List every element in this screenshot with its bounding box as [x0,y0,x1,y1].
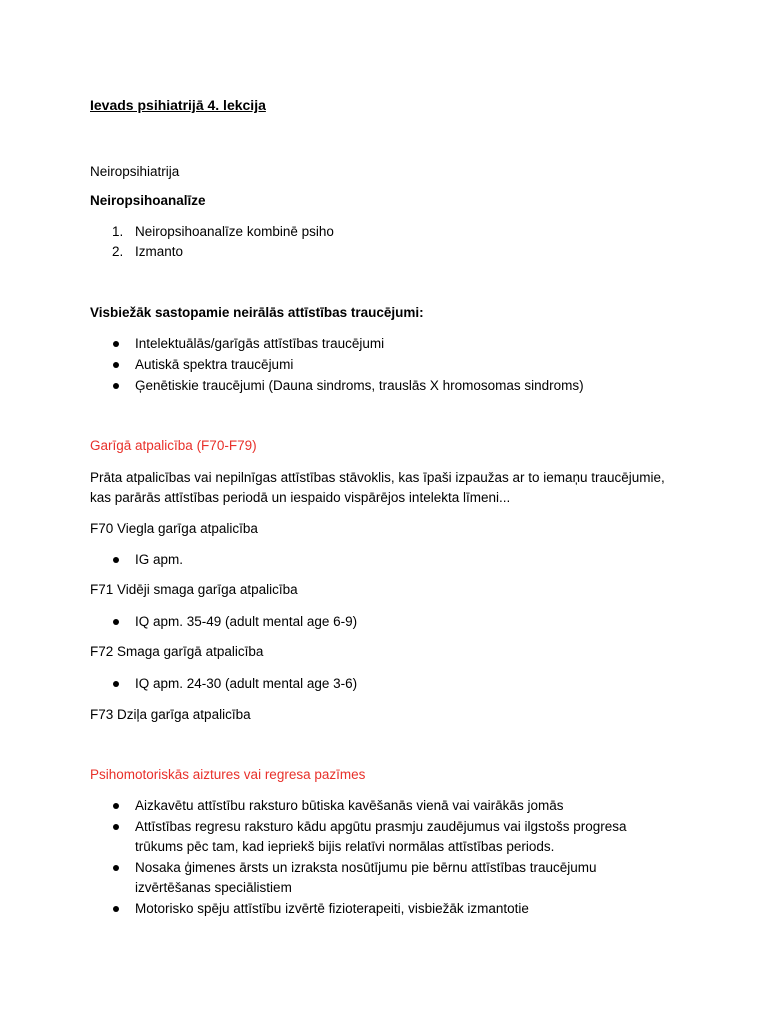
bullet-icon [113,906,119,912]
list-item-text: Nosaka ģimenes ārsts un izraksta nosūtījumu pie bērnu attīstības traucējumu izvērtēšanas speciālistiem [135,860,597,895]
list-item-text: Attīstības regresu raksturo kādu apgūtu prasmju zaudējumus vai ilgstošs progresa trūkums pēc tam, kad iepriekš bijis relatīvi normālas attīstības periods. [135,819,627,854]
bullet-icon [113,557,119,563]
list-item-text: Izmanto [135,244,184,259]
list-item-text: Aizkavētu attīstību raksturo būtiska kavēšanās vienā vai vairākās jomās [135,798,564,813]
page-title: Ievads psihiatrijā 4. lekcija [90,97,266,113]
f73-heading: F73 Dziļa garīga atpalicība [90,707,251,722]
list-item-text: Motorisko spēju attīstību izvērtē fizioterapeiti, visbiežāk izmantotie [135,901,529,916]
f71-heading: F71 Vidēji smaga garīga atpalicība [90,582,298,597]
list-item-text: Neiropsihoanalīze kombinē psiho [135,224,334,239]
section-heading-retardation: Garīgā atpalicība (F70-F79) [90,438,257,453]
f70-heading: F70 Viegla garīga atpalicība [90,521,258,536]
bullet-icon [113,824,119,830]
bullet-icon [113,681,119,687]
section-heading-neuropsychiatry: Neiropsihiatrija [90,164,180,179]
list-item-text: Ģenētiskie traucējumi (Dauna sindroms, trauslās X hromosomas sindroms) [135,378,584,393]
section-heading-neuropsychoanalysis: Neiropsihoanalīze [90,193,206,208]
paragraph-line: Prāta atpalicības vai nepilnīgas attīstības stāvoklis, kas īpaši izpaužas ar to iemaņu traucējumie, [90,470,665,485]
bullet-icon [113,362,119,368]
bullet-icon [113,619,119,625]
list-item-text: Intelektuālās/garīgās attīstības traucējumi [135,336,385,351]
paragraph-line: kas parārās attīstības periodā un iespaido vispārējos intelekta līmeni... [90,490,511,505]
list-item-text: IQ apm. 24-30 (adult mental age 3-6) [135,676,358,691]
section-heading-disorders: Visbiežāk sastopamie neirālās attīstības traucējumi: [90,305,424,320]
f72-heading: F72 Smaga garīgā atpalicība [90,644,264,659]
list-item-text: Autiskā spektra traucējumi [135,357,294,372]
list-number: 2. [112,244,124,259]
bullet-icon [113,383,119,389]
list-item-text: IQ apm. 35-49 (adult mental age 6-9) [135,614,358,629]
section-heading-signs: Psihomotoriskās aiztures vai regresa pazīmes [90,767,366,782]
bullet-icon [113,865,119,871]
list-item-text: IG apm. [135,552,184,567]
bullet-icon [113,341,119,347]
bullet-icon [113,803,119,809]
list-number: 1. [112,224,124,239]
